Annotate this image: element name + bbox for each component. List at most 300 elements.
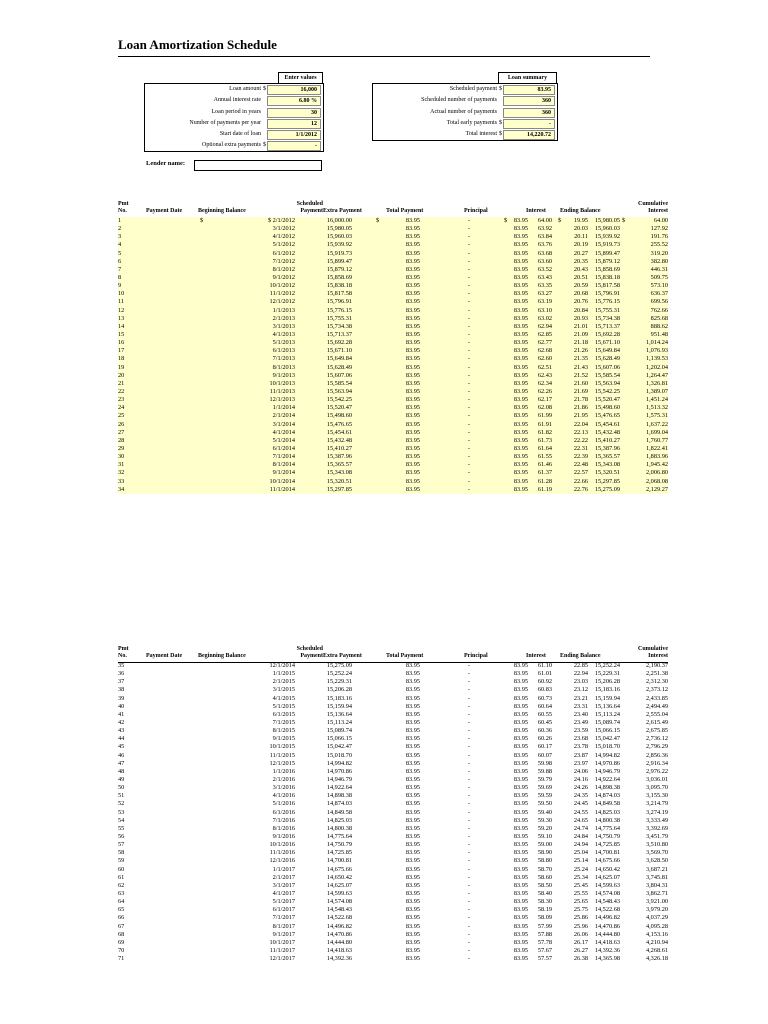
principal-cell: 25.55 bbox=[573, 889, 588, 897]
cumulative-interest-cell: 825.68 bbox=[650, 314, 668, 322]
col-payment-date: Payment Date bbox=[146, 208, 183, 214]
total-payment-cell: 83.95 bbox=[513, 865, 528, 873]
pmt-no-cell: 41 bbox=[118, 710, 125, 718]
scheduled-payment-cell: 83.95 bbox=[405, 735, 420, 743]
payment-date-cell: 1/1/2016 bbox=[272, 767, 295, 775]
col-pmt-no: Pmt No. bbox=[118, 201, 129, 214]
table-row bbox=[118, 469, 668, 477]
cumulative-interest-cell: 1,076.93 bbox=[645, 347, 668, 355]
col-pmt-no: Pmt No. bbox=[118, 646, 129, 659]
table-row bbox=[118, 841, 668, 849]
scheduled-payment-cell: 83.95 bbox=[405, 743, 420, 751]
total-payment-cell: 83.95 bbox=[513, 955, 528, 963]
pmt-no-cell: 15 bbox=[118, 330, 125, 338]
total-payment-cell: 83.95 bbox=[513, 355, 528, 363]
beginning-balance-cell: 14,970.86 bbox=[326, 767, 352, 775]
table-row bbox=[118, 380, 668, 388]
pmt-no-cell: 34 bbox=[118, 485, 125, 493]
pmt-no-cell: 28 bbox=[118, 436, 125, 444]
loan-summary-label: Scheduled payment bbox=[449, 86, 497, 92]
col-scheduled-payment: Scheduled Payment bbox=[296, 646, 323, 659]
extra-payment-cell: - bbox=[467, 808, 470, 816]
loan-summary-label: Actual number of payments bbox=[430, 108, 497, 115]
enter-values-value[interactable]: 1/1/2012 bbox=[267, 130, 321, 140]
extra-payment-cell: - bbox=[467, 485, 470, 493]
scheduled-payment-cell: 83.95 bbox=[405, 662, 420, 669]
ending-balance-cell: 15,320.51 bbox=[594, 469, 620, 477]
table-row bbox=[118, 947, 668, 955]
payment-date-cell: 8/1/2012 bbox=[272, 265, 295, 273]
cumulative-interest-cell: 1,139.53 bbox=[645, 355, 668, 363]
total-payment-cell: 83.95 bbox=[513, 273, 528, 281]
scheduled-payment-cell: 83.95 bbox=[405, 946, 420, 954]
ending-balance-cell: 14,418.63 bbox=[594, 938, 620, 946]
col-beginning-balance: Beginning Balance bbox=[198, 208, 246, 214]
pmt-no-cell: 31 bbox=[118, 461, 125, 469]
total-payment-cell: 83.95 bbox=[513, 249, 528, 257]
total-payment-cell: 83.95 bbox=[513, 816, 528, 824]
principal-cell: 22.76 bbox=[573, 485, 588, 493]
principal-cell: 21.09 bbox=[573, 330, 588, 338]
enter-values-value[interactable]: 16,000 bbox=[267, 85, 321, 95]
scheduled-payment-cell: 83.95 bbox=[405, 355, 420, 363]
pmt-no-cell: 46 bbox=[118, 751, 125, 759]
payment-date-cell: 5/1/2015 bbox=[272, 702, 295, 710]
scheduled-payment-cell: 83.95 bbox=[405, 420, 420, 428]
col-interest: Interest bbox=[526, 653, 546, 659]
interest-cell: 57.67 bbox=[537, 946, 552, 954]
cumulative-interest-cell: 2,068.08 bbox=[645, 477, 668, 485]
interest-cell: 59.10 bbox=[537, 832, 552, 840]
enter-values-value[interactable]: 12 bbox=[267, 119, 321, 129]
enter-values-value[interactable]: - bbox=[267, 141, 321, 151]
payment-date-cell: 5/1/2013 bbox=[272, 339, 295, 347]
payment-date-cell: 6/1/2013 bbox=[272, 347, 295, 355]
extra-payment-cell: - bbox=[467, 217, 470, 224]
scheduled-payment-cell: 83.95 bbox=[405, 298, 420, 306]
extra-payment-cell: - bbox=[467, 922, 470, 930]
table-row bbox=[118, 412, 668, 420]
cumulative-interest-cell: 1,822.41 bbox=[645, 444, 668, 452]
pmt-no-cell: 37 bbox=[118, 678, 125, 686]
ending-balance-cell: 14,874.03 bbox=[594, 792, 620, 800]
cumulative-interest-cell: 2,312.30 bbox=[645, 678, 668, 686]
beginning-balance-cell: 15,365.57 bbox=[326, 461, 352, 469]
beginning-balance-cell: 14,700.81 bbox=[326, 857, 352, 865]
beginning-balance-cell: 15,879.12 bbox=[326, 265, 352, 273]
enter-values-value[interactable]: 6.80 % bbox=[267, 96, 321, 106]
principal-cell: 21.95 bbox=[573, 412, 588, 420]
extra-payment-cell: - bbox=[467, 824, 470, 832]
principal-cell: 23.40 bbox=[573, 710, 588, 718]
payment-date-cell: 3/1/2017 bbox=[272, 881, 295, 889]
principal-cell: 25.14 bbox=[573, 857, 588, 865]
extra-payment-cell: - bbox=[467, 873, 470, 881]
table-row bbox=[118, 217, 668, 225]
scheduled-payment-cell: 83.95 bbox=[405, 873, 420, 881]
principal-cell: 20.68 bbox=[573, 290, 588, 298]
ending-balance-cell: 14,825.03 bbox=[594, 808, 620, 816]
col-total-payment: Total Payment bbox=[386, 653, 424, 659]
interest-cell: 61.28 bbox=[537, 477, 552, 485]
pmt-no-cell: 65 bbox=[118, 906, 125, 914]
scheduled-payment-cell: 83.95 bbox=[405, 371, 420, 379]
cumulative-interest-cell: 2,433.85 bbox=[645, 694, 668, 702]
cumulative-interest-cell: 127.92 bbox=[650, 225, 668, 233]
payment-date-cell: 5/1/2014 bbox=[272, 436, 295, 444]
enter-values-value[interactable]: 30 bbox=[267, 108, 321, 118]
total-payment-cell: 83.95 bbox=[513, 914, 528, 922]
ending-balance-cell: 15,159.94 bbox=[594, 694, 620, 702]
table-row bbox=[118, 429, 668, 437]
table-row bbox=[118, 298, 668, 306]
cumulative-interest-cell: 1,637.22 bbox=[645, 420, 668, 428]
extra-payment-cell: - bbox=[467, 751, 470, 759]
interest-cell: 63.76 bbox=[537, 241, 552, 249]
col-total-payment: Total Payment bbox=[386, 208, 424, 214]
payment-date-cell: 6/1/2017 bbox=[272, 906, 295, 914]
currency-symbol: $ bbox=[622, 217, 626, 224]
ending-balance-cell: 14,849.58 bbox=[594, 800, 620, 808]
table-row bbox=[118, 809, 668, 817]
extra-payment-cell: - bbox=[467, 784, 470, 792]
extra-payment-cell: - bbox=[467, 444, 470, 452]
table-row bbox=[118, 727, 668, 735]
interest-cell: 60.45 bbox=[537, 718, 552, 726]
principal-cell: 22.04 bbox=[573, 420, 588, 428]
currency-symbol: $ bbox=[499, 119, 502, 126]
cumulative-interest-cell: 636.37 bbox=[650, 290, 668, 298]
principal-cell: 24.55 bbox=[573, 808, 588, 816]
payment-date-cell: 5/1/2016 bbox=[272, 800, 295, 808]
cumulative-interest-cell: 2,615.49 bbox=[645, 718, 668, 726]
pmt-no-cell: 53 bbox=[118, 808, 125, 816]
cumulative-interest-cell: 1,451.24 bbox=[645, 396, 668, 404]
col-payment-date: Payment Date bbox=[146, 653, 183, 659]
principal-cell: 23.03 bbox=[573, 678, 588, 686]
loan-summary-label: Scheduled number of payments bbox=[421, 97, 497, 104]
principal-cell: 24.65 bbox=[573, 816, 588, 824]
total-payment-cell: 83.95 bbox=[513, 485, 528, 493]
enter-values-label: Loan period in years bbox=[211, 108, 261, 115]
beginning-balance-cell: 15,454.61 bbox=[326, 428, 352, 436]
enter-values-row bbox=[145, 140, 323, 151]
payment-date-cell: 4/1/2013 bbox=[272, 330, 295, 338]
cumulative-interest-cell: 2,555.04 bbox=[645, 710, 668, 718]
total-payment-cell: 83.95 bbox=[513, 841, 528, 849]
col-interest: Interest bbox=[526, 208, 546, 214]
total-payment-cell: 83.95 bbox=[513, 800, 528, 808]
payment-date-cell: 9/1/2015 bbox=[272, 735, 295, 743]
scheduled-payment-cell: 83.95 bbox=[405, 816, 420, 824]
interest-cell: 60.36 bbox=[537, 727, 552, 735]
extra-payment-cell: - bbox=[467, 702, 470, 710]
scheduled-payment-cell: 83.95 bbox=[405, 444, 420, 452]
pmt-no-cell: 25 bbox=[118, 412, 125, 420]
extra-payment-cell: - bbox=[467, 686, 470, 694]
pmt-no-cell: 1 bbox=[118, 217, 122, 224]
interest-cell: 58.60 bbox=[537, 873, 552, 881]
beginning-balance-cell: 14,625.07 bbox=[326, 881, 352, 889]
interest-cell: 63.27 bbox=[537, 290, 552, 298]
payment-date-cell: 10/1/2014 bbox=[269, 477, 295, 485]
total-payment-cell: 83.95 bbox=[513, 678, 528, 686]
lender-name-input[interactable] bbox=[194, 160, 322, 171]
scheduled-payment-cell: 83.95 bbox=[405, 314, 420, 322]
cumulative-interest-cell: 3,214.79 bbox=[645, 800, 668, 808]
extra-payment-cell: - bbox=[467, 379, 470, 387]
col-cumulative-interest: Cumulative Interest bbox=[638, 646, 668, 659]
loan-summary-value: 360 bbox=[503, 96, 555, 106]
ending-balance-cell: 15,520.47 bbox=[594, 396, 620, 404]
total-payment-cell: 83.95 bbox=[513, 938, 528, 946]
beginning-balance-cell: 16,000.00 bbox=[326, 217, 352, 224]
table-row bbox=[118, 874, 668, 882]
total-payment-cell: 83.95 bbox=[513, 379, 528, 387]
extra-payment-cell: - bbox=[467, 930, 470, 938]
pmt-no-cell: 59 bbox=[118, 857, 125, 865]
pmt-no-cell: 55 bbox=[118, 824, 125, 832]
table-row bbox=[118, 421, 668, 429]
payment-date-cell: 10/1/2015 bbox=[269, 743, 295, 751]
ending-balance-cell: 14,444.80 bbox=[594, 930, 620, 938]
interest-cell: 60.92 bbox=[537, 678, 552, 686]
interest-cell: 61.10 bbox=[537, 662, 552, 669]
ending-balance-cell: 15,275.09 bbox=[594, 485, 620, 493]
total-payment-cell: 83.95 bbox=[513, 873, 528, 881]
pmt-no-cell: 51 bbox=[118, 792, 125, 800]
scheduled-payment-cell: 83.95 bbox=[405, 412, 420, 420]
table-row bbox=[118, 857, 668, 865]
principal-cell: 22.22 bbox=[573, 436, 588, 444]
beginning-balance-cell: 15,649.84 bbox=[326, 355, 352, 363]
ending-balance-cell: 15,563.94 bbox=[594, 379, 620, 387]
beginning-balance-cell: 15,159.94 bbox=[326, 702, 352, 710]
interest-cell: 59.69 bbox=[537, 784, 552, 792]
payment-date-cell: 7/1/2013 bbox=[272, 355, 295, 363]
scheduled-payment-cell: 83.95 bbox=[405, 914, 420, 922]
total-payment-cell: 83.95 bbox=[513, 898, 528, 906]
scheduled-payment-cell: 83.95 bbox=[405, 881, 420, 889]
total-payment-cell: 83.95 bbox=[513, 469, 528, 477]
total-payment-cell: 83.95 bbox=[513, 241, 528, 249]
cumulative-interest-cell: 3,979.20 bbox=[645, 906, 668, 914]
scheduled-payment-cell: 83.95 bbox=[405, 694, 420, 702]
pmt-no-cell: 56 bbox=[118, 832, 125, 840]
beginning-balance-cell: 15,206.28 bbox=[326, 686, 352, 694]
cumulative-interest-cell: 951.48 bbox=[650, 330, 668, 338]
principal-cell: 22.39 bbox=[573, 453, 588, 461]
principal-cell: 21.18 bbox=[573, 339, 588, 347]
beginning-balance-cell: 15,713.37 bbox=[326, 330, 352, 338]
cumulative-interest-cell: 3,687.21 bbox=[645, 865, 668, 873]
payment-date-cell: 12/1/2015 bbox=[269, 759, 295, 767]
beginning-balance-cell: 15,113.24 bbox=[327, 718, 352, 726]
interest-cell: 59.79 bbox=[537, 775, 552, 783]
interest-cell: 60.73 bbox=[537, 694, 552, 702]
payment-date-cell: 12/1/2013 bbox=[269, 396, 295, 404]
payment-date-cell: 10/1/2012 bbox=[269, 282, 295, 290]
ending-balance-cell: 15,454.61 bbox=[594, 420, 620, 428]
enter-values-row bbox=[145, 84, 323, 95]
beginning-balance-cell: 14,522.68 bbox=[326, 914, 352, 922]
pmt-no-cell: 30 bbox=[118, 453, 125, 461]
scheduled-payment-cell: 83.95 bbox=[405, 436, 420, 444]
pmt-no-cell: 42 bbox=[118, 718, 125, 726]
interest-cell: 61.46 bbox=[537, 461, 552, 469]
scheduled-payment-cell: 83.95 bbox=[405, 387, 420, 395]
principal-cell: 21.43 bbox=[573, 363, 588, 371]
principal-cell: 22.66 bbox=[573, 477, 588, 485]
principal-cell: 25.96 bbox=[573, 922, 588, 930]
ending-balance-cell: 15,113.24 bbox=[595, 710, 620, 718]
principal-cell: 24.45 bbox=[573, 800, 588, 808]
interest-cell: 63.52 bbox=[537, 265, 552, 273]
ending-balance-cell: 14,599.63 bbox=[594, 881, 620, 889]
ending-balance-cell: 14,898.38 bbox=[594, 784, 620, 792]
beginning-balance-cell: 15,229.31 bbox=[326, 678, 352, 686]
cumulative-interest-cell: 3,569.70 bbox=[645, 849, 668, 857]
principal-cell: 22.13 bbox=[573, 428, 588, 436]
cumulative-interest-cell: 1,699.04 bbox=[645, 428, 668, 436]
extra-payment-cell: - bbox=[467, 257, 470, 265]
principal-cell: 26.38 bbox=[573, 955, 588, 963]
pmt-no-cell: 16 bbox=[118, 339, 125, 347]
ending-balance-cell: 15,960.03 bbox=[594, 225, 620, 233]
payment-date-cell: 9/1/2013 bbox=[272, 371, 295, 379]
cumulative-interest-cell: 3,510.80 bbox=[645, 841, 668, 849]
interest-cell: 63.10 bbox=[537, 306, 552, 314]
extra-payment-cell: - bbox=[467, 735, 470, 743]
ending-balance-cell: 14,775.64 bbox=[594, 824, 620, 832]
ending-balance-cell: 15,365.57 bbox=[594, 453, 620, 461]
amortization-table-1 bbox=[118, 217, 668, 494]
payment-date-cell: 8/1/2014 bbox=[272, 461, 295, 469]
pmt-no-cell: 68 bbox=[118, 930, 125, 938]
pmt-no-cell: 38 bbox=[118, 686, 125, 694]
interest-cell: 60.55 bbox=[537, 710, 552, 718]
total-payment-cell: 83.95 bbox=[513, 784, 528, 792]
table-row bbox=[118, 833, 668, 841]
enter-values-label: Start date of loan bbox=[219, 131, 261, 138]
loan-summary-row bbox=[373, 129, 557, 140]
table-row bbox=[118, 939, 668, 947]
total-payment-cell: 83.95 bbox=[513, 444, 528, 452]
payment-date-cell: 11/1/2016 bbox=[269, 849, 295, 857]
beginning-balance-cell: 14,849.58 bbox=[326, 808, 352, 816]
principal-cell: 20.19 bbox=[573, 241, 588, 249]
cumulative-interest-cell: 382.80 bbox=[650, 257, 668, 265]
interest-cell: 63.68 bbox=[537, 249, 552, 257]
extra-payment-cell: - bbox=[467, 298, 470, 306]
interest-cell: 60.17 bbox=[537, 743, 552, 751]
col-ending-balance: Ending Balance bbox=[560, 208, 601, 214]
cumulative-interest-cell: 2,675.85 bbox=[645, 727, 668, 735]
principal-cell: 24.16 bbox=[573, 775, 588, 783]
payment-date-cell: 2/1/2017 bbox=[272, 873, 295, 881]
beginning-balance-cell: 14,874.03 bbox=[326, 800, 352, 808]
ending-balance-cell: 15,879.12 bbox=[594, 257, 620, 265]
table-row bbox=[118, 914, 668, 922]
total-payment-cell: 83.95 bbox=[513, 265, 528, 273]
beginning-balance-cell: 14,574.08 bbox=[326, 898, 352, 906]
enter-values-row bbox=[145, 107, 323, 118]
extra-payment-cell: - bbox=[467, 233, 470, 241]
ending-balance-cell: 15,542.25 bbox=[594, 387, 620, 395]
total-payment-cell: 83.95 bbox=[513, 290, 528, 298]
extra-payment-cell: - bbox=[467, 428, 470, 436]
scheduled-payment-cell: 83.95 bbox=[405, 710, 420, 718]
interest-cell: 60.26 bbox=[537, 735, 552, 743]
cumulative-interest-cell: 1,575.31 bbox=[645, 412, 668, 420]
table-row bbox=[118, 258, 668, 266]
total-payment-cell: 83.95 bbox=[513, 922, 528, 930]
extra-payment-cell: - bbox=[467, 273, 470, 281]
pmt-no-cell: 2 bbox=[118, 225, 122, 233]
principal-cell: 24.06 bbox=[573, 767, 588, 775]
payment-date-cell: 11/1/2013 bbox=[269, 387, 295, 395]
beginning-balance-cell: 15,542.25 bbox=[326, 396, 352, 404]
table-header-1 bbox=[118, 191, 668, 218]
payment-date-cell: 4/1/2014 bbox=[272, 428, 295, 436]
principal-cell: 24.94 bbox=[573, 841, 588, 849]
table-row bbox=[118, 250, 668, 258]
total-payment-cell: 83.95 bbox=[513, 233, 528, 241]
cumulative-interest-cell: 1,014.24 bbox=[645, 339, 668, 347]
total-payment-cell: 83.95 bbox=[513, 371, 528, 379]
payment-date-cell: 11/1/2015 bbox=[269, 751, 295, 759]
interest-cell: 58.70 bbox=[537, 865, 552, 873]
principal-cell: 22.31 bbox=[573, 444, 588, 452]
enter-values-row bbox=[145, 95, 323, 106]
total-payment-cell: 83.95 bbox=[513, 257, 528, 265]
payment-date-cell: 3/1/2015 bbox=[272, 686, 295, 694]
loan-summary-value: 83.95 bbox=[503, 85, 555, 95]
total-payment-cell: 83.95 bbox=[513, 710, 528, 718]
scheduled-payment-cell: 83.95 bbox=[405, 363, 420, 371]
beginning-balance-cell: 15,136.64 bbox=[326, 710, 352, 718]
pmt-no-cell: 47 bbox=[118, 759, 125, 767]
principal-cell: 24.74 bbox=[573, 824, 588, 832]
scheduled-payment-cell: 83.95 bbox=[405, 396, 420, 404]
extra-payment-cell: - bbox=[467, 678, 470, 686]
interest-cell: 59.30 bbox=[537, 816, 552, 824]
cumulative-interest-cell: 1,202.04 bbox=[645, 363, 668, 371]
interest-cell: 58.40 bbox=[537, 889, 552, 897]
interest-cell: 58.90 bbox=[537, 849, 552, 857]
total-payment-cell: 83.95 bbox=[513, 946, 528, 954]
pmt-no-cell: 23 bbox=[118, 396, 125, 404]
ending-balance-cell: 15,607.06 bbox=[594, 363, 620, 371]
interest-cell: 58.80 bbox=[537, 857, 552, 865]
beginning-balance-cell: 14,496.82 bbox=[326, 922, 352, 930]
interest-cell: 59.88 bbox=[537, 767, 552, 775]
payment-date-cell: 1/1/2017 bbox=[272, 865, 295, 873]
loan-summary-value: 360 bbox=[503, 108, 555, 118]
payment-date-cell: 7/1/2016 bbox=[272, 816, 295, 824]
beginning-balance-cell: 15,607.06 bbox=[326, 371, 352, 379]
loan-summary-value: - bbox=[503, 119, 555, 129]
total-payment-cell: 83.95 bbox=[513, 662, 528, 669]
scheduled-payment-cell: 83.95 bbox=[405, 322, 420, 330]
pmt-no-cell: 61 bbox=[118, 873, 125, 881]
interest-cell: 64.00 bbox=[537, 217, 552, 224]
total-payment-cell: 83.95 bbox=[513, 330, 528, 338]
payment-date-cell: 2/1/2014 bbox=[272, 412, 295, 420]
extra-payment-cell: - bbox=[467, 849, 470, 857]
table-row bbox=[118, 849, 668, 857]
payment-date-cell: 5/1/2017 bbox=[272, 898, 295, 906]
